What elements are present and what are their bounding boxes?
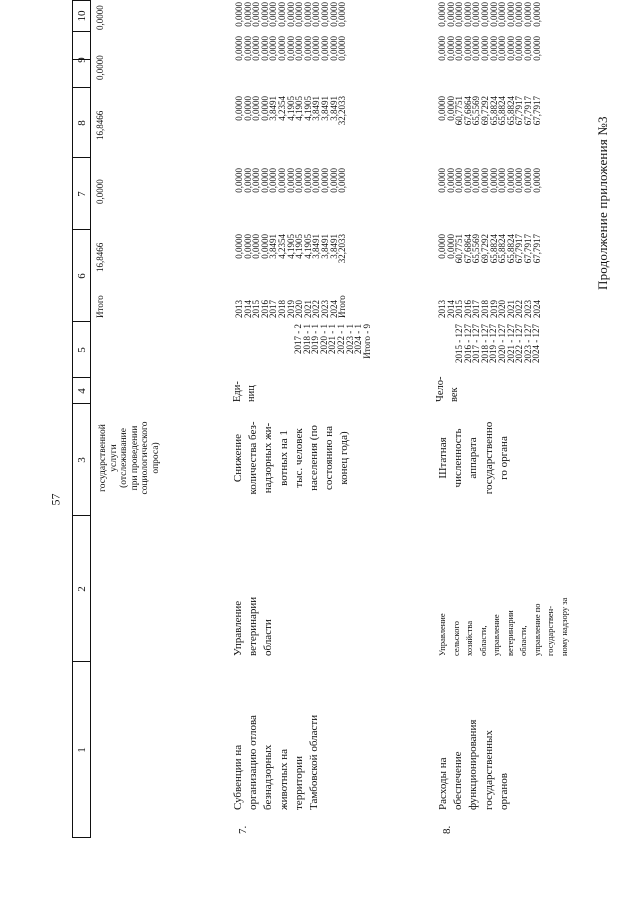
table-cell: 0,0000 bbox=[259, 96, 270, 121]
table-cell: 0,0000 bbox=[302, 36, 313, 61]
text-line: территории bbox=[292, 755, 305, 810]
table-cell: 65,8824 bbox=[505, 234, 516, 264]
text-line: органов bbox=[497, 773, 510, 810]
table-cell: 0,0000 bbox=[234, 168, 244, 193]
table-cell: 3,8491 bbox=[311, 234, 322, 259]
text-line: 2021 - 1 bbox=[327, 324, 338, 354]
text-line: 2017 bbox=[268, 300, 279, 318]
text-line: 2024 bbox=[531, 300, 542, 318]
text-line: организацию отлова bbox=[247, 715, 260, 810]
table-cell: 0,0000 bbox=[251, 234, 262, 259]
table-cell: 0,0000 bbox=[437, 2, 447, 27]
row8-col9 bbox=[438, 36, 541, 82]
table-cell: 0,0000 bbox=[445, 234, 456, 259]
table-cell: 0,0000 bbox=[337, 168, 348, 193]
text-line: век bbox=[448, 387, 460, 402]
row7-col4 bbox=[231, 381, 258, 402]
text-line: 2019 bbox=[285, 300, 296, 318]
table-cell: 0,0000 bbox=[251, 36, 262, 61]
text-line: 2020 bbox=[497, 300, 508, 318]
text-line: аппарата bbox=[467, 437, 480, 479]
table-cell: 0,0000 bbox=[319, 36, 330, 61]
table-cell: 0,0000 bbox=[445, 2, 456, 27]
table-cell: 0,0000 bbox=[311, 36, 322, 61]
text-line: 2023 - 1 bbox=[344, 324, 355, 354]
header-col-1: 1 bbox=[76, 747, 88, 753]
table-cell: 0,0000 bbox=[514, 2, 525, 27]
table-cell: 0,0000 bbox=[294, 2, 305, 27]
table-cell: 0,0000 bbox=[234, 36, 244, 61]
text-line: государственных bbox=[482, 730, 495, 810]
table-cell: 0,0000 bbox=[259, 2, 270, 27]
text-line: при проведении bbox=[129, 425, 140, 491]
text-line: 2017 - 2 bbox=[293, 324, 303, 354]
text-line: 2024 - 1 bbox=[353, 324, 364, 354]
table-cell: 0,0000 bbox=[294, 36, 305, 61]
table-cell: 0,0000 bbox=[242, 2, 253, 27]
text-line: обеспечение bbox=[452, 751, 465, 810]
table-cell: 67,6864 bbox=[462, 96, 473, 126]
text-line: 2023 bbox=[522, 300, 533, 318]
text-line: Еди- bbox=[232, 381, 243, 402]
table-cell: 3,8491 bbox=[319, 234, 330, 259]
text-line: государственно bbox=[482, 421, 495, 495]
text-line: 2019 bbox=[488, 300, 499, 318]
text-line: ниц bbox=[245, 385, 257, 402]
table-cell: 0,0000 bbox=[302, 168, 313, 193]
text-line: 2014 bbox=[242, 300, 253, 318]
table-top-border bbox=[72, 0, 73, 838]
table-cell: 0,0000 bbox=[531, 168, 542, 193]
table-cell: 0,0000 bbox=[454, 168, 465, 193]
table-cell: 0,0000 bbox=[234, 234, 244, 259]
table-cell: 32,2033 bbox=[337, 234, 348, 264]
text-line: ному надзору за bbox=[558, 597, 569, 656]
text-line: 2015 bbox=[251, 300, 262, 318]
table-cell: 0,0000 bbox=[259, 36, 270, 61]
row7-col9 bbox=[235, 36, 347, 82]
table-cell: 0,0000 bbox=[285, 36, 296, 61]
table-cell: 0,0000 bbox=[522, 36, 533, 61]
header-col-2: 2 bbox=[76, 586, 88, 592]
table-cell: 0,0000 bbox=[251, 2, 262, 27]
text-line: конец года) bbox=[338, 431, 351, 485]
text-line: безнадзорных bbox=[262, 744, 275, 810]
text-line: Итого bbox=[337, 295, 348, 318]
text-line: 2021 bbox=[302, 300, 313, 318]
table-cell: 0,0000 bbox=[497, 2, 508, 27]
table-cell: 0,0000 bbox=[488, 36, 499, 61]
text-line: Управление bbox=[232, 600, 244, 656]
table-cell: 0,0000 bbox=[242, 36, 253, 61]
text-line: Субвенции на bbox=[232, 744, 244, 810]
text-line: области bbox=[262, 619, 275, 656]
text-line: животных на bbox=[277, 748, 290, 810]
table-cell: 0,0000 bbox=[471, 36, 482, 61]
row8-col3 bbox=[436, 406, 512, 510]
text-line: го органа bbox=[497, 436, 510, 480]
table-cell: 0,0000 bbox=[488, 168, 499, 193]
table-cell: 0,0000 bbox=[462, 2, 473, 27]
table-cell: 0,0000 bbox=[311, 2, 322, 27]
text-line: 2018 - 1 bbox=[301, 324, 312, 354]
table-cell: 0,0000 bbox=[337, 36, 348, 61]
text-line: 2020 - 1 bbox=[318, 324, 329, 354]
header-col-5: 5 bbox=[76, 347, 88, 353]
table-cell: 32,2033 bbox=[337, 96, 348, 126]
text-line: управление bbox=[491, 614, 501, 656]
text-line: 2018 - 127 bbox=[479, 324, 490, 363]
table-cell: 0,0000 bbox=[319, 2, 330, 27]
table-cell: 4,1905 bbox=[302, 96, 313, 121]
table-cell: 0,0000 bbox=[276, 168, 287, 193]
table-cell: 4,1905 bbox=[285, 96, 296, 121]
table-cell: 0,0000 bbox=[302, 2, 313, 27]
text-line: опроса) bbox=[150, 442, 161, 474]
top-row-col9-value: 0,0000 bbox=[95, 55, 105, 80]
text-line: 2020 - 127 bbox=[496, 324, 507, 363]
table-cell: 0,0000 bbox=[328, 2, 339, 27]
text-line: 2020 bbox=[294, 300, 305, 318]
text-line: Расходы на bbox=[437, 757, 449, 810]
table-cell: 0,0000 bbox=[337, 2, 348, 27]
table-cell: 0,0000 bbox=[276, 2, 287, 27]
text-line: Снижение bbox=[232, 433, 244, 483]
table-cell: 0,0000 bbox=[285, 168, 296, 193]
text-line: количества без- bbox=[247, 421, 260, 495]
table-cell: 0,0000 bbox=[437, 36, 447, 61]
header-bottom-border bbox=[90, 0, 91, 838]
table-cell: 3,8491 bbox=[328, 234, 339, 259]
table-cell: 67,6864 bbox=[462, 234, 473, 264]
row7-col5 bbox=[294, 324, 371, 376]
table-cell: 0,0000 bbox=[479, 168, 490, 193]
row8-col10 bbox=[438, 2, 541, 38]
table-cell: 0,0000 bbox=[454, 2, 465, 27]
text-line: ветеринарии bbox=[247, 596, 260, 656]
table-cell: 0,0000 bbox=[268, 2, 279, 27]
row8-col7 bbox=[438, 168, 541, 218]
text-line: услуги bbox=[108, 444, 119, 472]
row7-col3 bbox=[231, 406, 353, 510]
table-cell: 0,0000 bbox=[234, 96, 244, 121]
text-line: 2019 - 127 bbox=[488, 324, 499, 363]
table-cell: 65,8824 bbox=[497, 234, 508, 264]
top-row-col7-value: 0,0000 bbox=[95, 179, 105, 204]
text-line: надзорных жи- bbox=[262, 422, 275, 494]
table-cell: 0,0000 bbox=[445, 168, 456, 193]
text-line: состоянию на bbox=[323, 425, 336, 491]
table-cell: 0,0000 bbox=[531, 36, 542, 61]
table-cell: 0,0000 bbox=[285, 2, 296, 27]
table-cell: 3,8491 bbox=[311, 96, 322, 121]
header-col-4: 4 bbox=[76, 388, 88, 394]
text-line: 2021 bbox=[505, 300, 516, 318]
text-line: 2019 - 1 bbox=[310, 324, 321, 354]
header-col-6: 6 bbox=[76, 273, 88, 279]
table-cell: 0,0000 bbox=[242, 234, 253, 259]
table-cell: 0,0000 bbox=[437, 168, 447, 193]
table-cell: 0,0000 bbox=[268, 36, 279, 61]
text-line: области, bbox=[477, 625, 488, 656]
table-cell: 0,0000 bbox=[488, 2, 499, 27]
row7-years bbox=[235, 295, 347, 318]
table-cell: 0,0000 bbox=[294, 168, 305, 193]
text-line: Чело- bbox=[435, 376, 446, 402]
table-cell: 0,0000 bbox=[479, 36, 490, 61]
row8-col8 bbox=[438, 96, 541, 148]
table-cell: 0,0000 bbox=[471, 2, 482, 27]
text-line: хозяйства bbox=[464, 620, 474, 656]
row7-col1 bbox=[231, 715, 322, 810]
table-cell: 0,0000 bbox=[522, 168, 533, 193]
table-cell: 69,7292 bbox=[479, 96, 490, 126]
table-cell: 65,8824 bbox=[488, 96, 499, 126]
text-line: Штатная bbox=[437, 437, 449, 479]
text-line: (отслеживание bbox=[119, 428, 129, 488]
continuation-title: Продолжение приложения №3 bbox=[595, 116, 610, 290]
table-cell: 0,0000 bbox=[276, 36, 287, 61]
text-line: 2015 bbox=[454, 300, 465, 318]
table-cell: 3,8491 bbox=[328, 96, 339, 121]
table-cell: 0,0000 bbox=[259, 234, 270, 259]
table-cell: 0,0000 bbox=[505, 2, 516, 27]
header-col-9: 9 bbox=[76, 57, 88, 63]
header-col-7: 7 bbox=[76, 191, 88, 197]
table-cell: 67,7917 bbox=[522, 96, 533, 126]
table-cell: 0,0000 bbox=[437, 96, 447, 121]
text-line: 2015 - 127 bbox=[454, 324, 464, 363]
table-cell: 60,7751 bbox=[454, 96, 465, 126]
table-cell: 67,7917 bbox=[531, 96, 542, 126]
table-cell: 0,0000 bbox=[437, 234, 447, 259]
text-line: 2023 - 127 bbox=[522, 324, 533, 363]
table-cell: 4,2354 bbox=[276, 96, 287, 121]
table-cell: 65,5569 bbox=[471, 96, 482, 126]
table-cell: 0,0000 bbox=[445, 96, 456, 121]
text-line: функционирования bbox=[467, 719, 480, 810]
text-line: 2018 bbox=[479, 300, 490, 318]
text-line: 2017 - 127 bbox=[471, 324, 482, 363]
table-cell: 0,0000 bbox=[319, 168, 330, 193]
top-row-col3-text bbox=[98, 408, 161, 508]
top-row-col8-value: 16,8466 bbox=[95, 110, 105, 140]
text-line: государственной bbox=[98, 424, 108, 492]
table-cell: 0,0000 bbox=[505, 36, 516, 61]
table-cell: 0,0000 bbox=[514, 168, 525, 193]
table-cell: 3,8491 bbox=[268, 96, 279, 121]
row7-col7 bbox=[235, 168, 347, 218]
row8-col1 bbox=[436, 720, 512, 810]
table-cell: 65,8824 bbox=[488, 234, 499, 264]
text-line: 2013 bbox=[437, 300, 447, 318]
table-cell: 4,1905 bbox=[294, 234, 305, 259]
row7-col8 bbox=[235, 96, 347, 148]
table-cell: 0,0000 bbox=[251, 96, 262, 121]
text-line: сельского bbox=[450, 620, 461, 656]
text-line: области, bbox=[518, 625, 528, 656]
table-cell: 4,1905 bbox=[302, 234, 313, 259]
table-cell: 0,0000 bbox=[497, 36, 508, 61]
table-cell: 67,7917 bbox=[514, 96, 525, 126]
header-col-8: 8 bbox=[76, 120, 88, 126]
header-col-3: 3 bbox=[76, 457, 88, 463]
row8-years bbox=[438, 300, 541, 318]
table-cell: 0,0000 bbox=[454, 36, 465, 61]
top-row-col6-value: 16,8466 bbox=[95, 242, 105, 272]
table-cell: 0,0000 bbox=[479, 2, 490, 27]
text-line: 2022 - 127 bbox=[514, 324, 525, 363]
text-line: государствен- bbox=[545, 605, 555, 656]
table-cell: 0,0000 bbox=[471, 168, 482, 193]
text-line: 2023 bbox=[319, 300, 330, 318]
table-cell: 0,0000 bbox=[259, 168, 270, 193]
text-line: населения (по bbox=[308, 425, 321, 491]
table-cell: 0,0000 bbox=[505, 168, 516, 193]
table-cell: 0,0000 bbox=[311, 168, 322, 193]
table-cell: 0,0000 bbox=[462, 168, 473, 193]
text-line: Управление bbox=[437, 613, 447, 656]
text-line: 2016 bbox=[462, 300, 473, 318]
text-line: 2016 - 127 bbox=[462, 324, 473, 363]
table-cell: 0,0000 bbox=[522, 2, 533, 27]
text-line: 2022 - 1 bbox=[335, 324, 346, 354]
text-line: ветеринарии bbox=[504, 610, 515, 656]
table-cell: 65,8824 bbox=[497, 96, 508, 126]
row7-col2 bbox=[231, 597, 277, 656]
table-cell: 0,0000 bbox=[251, 168, 262, 193]
table-cell: 0,0000 bbox=[268, 168, 279, 193]
table-cell: 4,1905 bbox=[285, 234, 296, 259]
row7-col10 bbox=[235, 2, 347, 38]
table-cell: 0,0000 bbox=[328, 168, 339, 193]
text-line: 2013 bbox=[234, 300, 244, 318]
table-cell: 67,7917 bbox=[514, 234, 525, 264]
text-line: 2014 bbox=[445, 300, 456, 318]
table-cell: 4,2354 bbox=[276, 234, 287, 259]
table-cell: 4,1905 bbox=[294, 96, 305, 121]
table-cell: 65,5569 bbox=[471, 234, 482, 264]
table-cell: 65,8824 bbox=[505, 96, 516, 126]
table-cell: 0,0000 bbox=[242, 168, 253, 193]
text-line: 2024 bbox=[328, 300, 339, 318]
text-line: 2022 bbox=[311, 300, 322, 318]
row7-number: 7. bbox=[237, 825, 249, 834]
row7-col6 bbox=[235, 234, 347, 284]
rotated-table-page bbox=[40, 0, 625, 870]
text-line: 2016 bbox=[259, 300, 270, 318]
table-cell: 0,0000 bbox=[234, 2, 244, 27]
row8-col6 bbox=[438, 234, 541, 284]
top-row-col6-label: Итого bbox=[95, 295, 105, 318]
text-line: 2021 - 127 bbox=[505, 324, 516, 363]
row8-col4 bbox=[434, 377, 461, 402]
table-cell: 0,0000 bbox=[462, 36, 473, 61]
text-line: численность bbox=[452, 428, 465, 488]
table-cell: 3,8491 bbox=[319, 96, 330, 121]
text-line: вотных на 1 bbox=[277, 430, 290, 486]
row8-col2 bbox=[436, 598, 571, 656]
header-col-10: 10 bbox=[76, 10, 88, 22]
top-row-col10-value: 0,0000 bbox=[95, 5, 105, 30]
table-cell: 0,0000 bbox=[531, 2, 542, 27]
text-line: Тамбовской области bbox=[308, 714, 321, 810]
text-line: управление по bbox=[531, 603, 542, 656]
table-cell: 0,0000 bbox=[514, 36, 525, 61]
text-line: 2024 - 127 bbox=[531, 324, 542, 363]
table-cell: 3,8491 bbox=[268, 234, 279, 259]
table-cell: 0,0000 bbox=[328, 36, 339, 61]
page-number: 57 bbox=[48, 493, 63, 506]
row8-number: 8. bbox=[441, 825, 453, 834]
text-line: 2017 bbox=[471, 300, 482, 318]
table-cell: 60,7751 bbox=[454, 234, 465, 264]
text-line: 2018 bbox=[276, 300, 287, 318]
table-cell: 67,7917 bbox=[522, 234, 533, 264]
table-cell: 0,0000 bbox=[445, 36, 456, 61]
table-cell: 67,7917 bbox=[531, 234, 542, 264]
text-line: Итого - 9 bbox=[361, 324, 372, 359]
table-cell: 0,0000 bbox=[497, 168, 508, 193]
table-cell: 0,0000 bbox=[242, 96, 253, 121]
text-line: 2022 bbox=[514, 300, 525, 318]
row8-col5 bbox=[455, 324, 541, 376]
text-line: тыс. человек bbox=[292, 428, 305, 488]
table-cell: 69,7292 bbox=[479, 234, 490, 264]
text-line: социологического bbox=[140, 421, 150, 495]
